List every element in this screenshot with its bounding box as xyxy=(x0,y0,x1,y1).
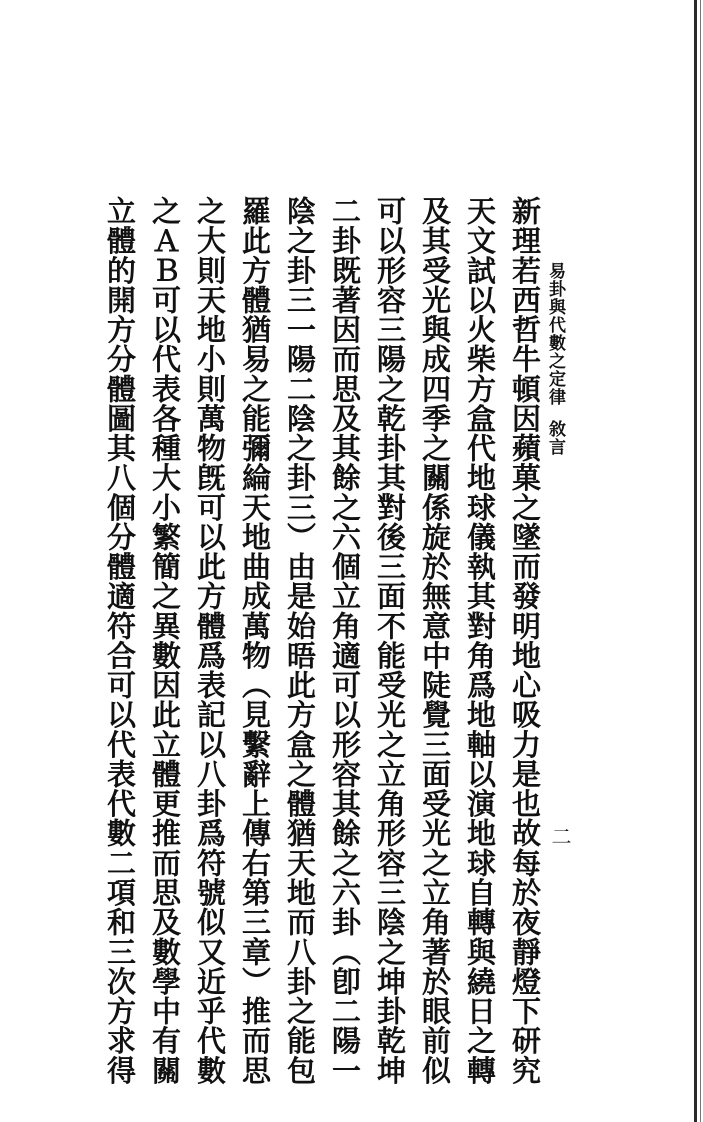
text-column-8: 之大則天地小則萬物旣可以此方體爲表記以八卦爲符號似又近乎代數 xyxy=(193,196,227,1085)
page-number: 二 xyxy=(548,826,572,846)
text-column-4: 可以形容三陽之乾卦其對後三面不能受光之立角形容三陰之坤卦乾坤 xyxy=(373,196,407,1085)
running-header-section: 敘言 xyxy=(545,420,565,456)
text-column-7: 羅此方體猶易之能彌綸天地曲成萬物（見繫辭上傳右第三章）推而思 xyxy=(238,196,272,1085)
text-column-9: 之ＡＢ可以代表各種大小繁簡之異數因此立體更推而思及數學中有關 xyxy=(148,196,182,1085)
text-column-3: 及其受光與成四季之關係旋於無意中陡覺三面受光之立角著於眼前似 xyxy=(418,196,452,1085)
page-edge-border-thin xyxy=(700,0,701,1122)
text-column-10: 立體的開方分體圖其八個分體適符合可以代表代數二項和三次方求得 xyxy=(103,196,137,1085)
running-header-title: 易卦與代數之定律 xyxy=(545,262,565,406)
running-header xyxy=(546,262,563,456)
text-column-6: 陰之卦三一陽二陰之卦三）由是始晤此方盒之體猶天地而八卦之能包 xyxy=(283,196,317,1085)
text-column-5: 二卦既著因而思及其餘之六個立角適可以形容其餘之六卦（卽二陽一 xyxy=(328,196,362,1085)
page-edge-border xyxy=(694,0,697,1122)
text-column-1: 新理若西哲牛頓因蘋菓之墜而發明地心吸力是也故每於夜靜燈下研究 xyxy=(508,196,542,1085)
text-column-2: 天文試以火柴方盒代地球儀執其對角爲地軸以演地球自轉與繞日之轉 xyxy=(463,196,497,1085)
